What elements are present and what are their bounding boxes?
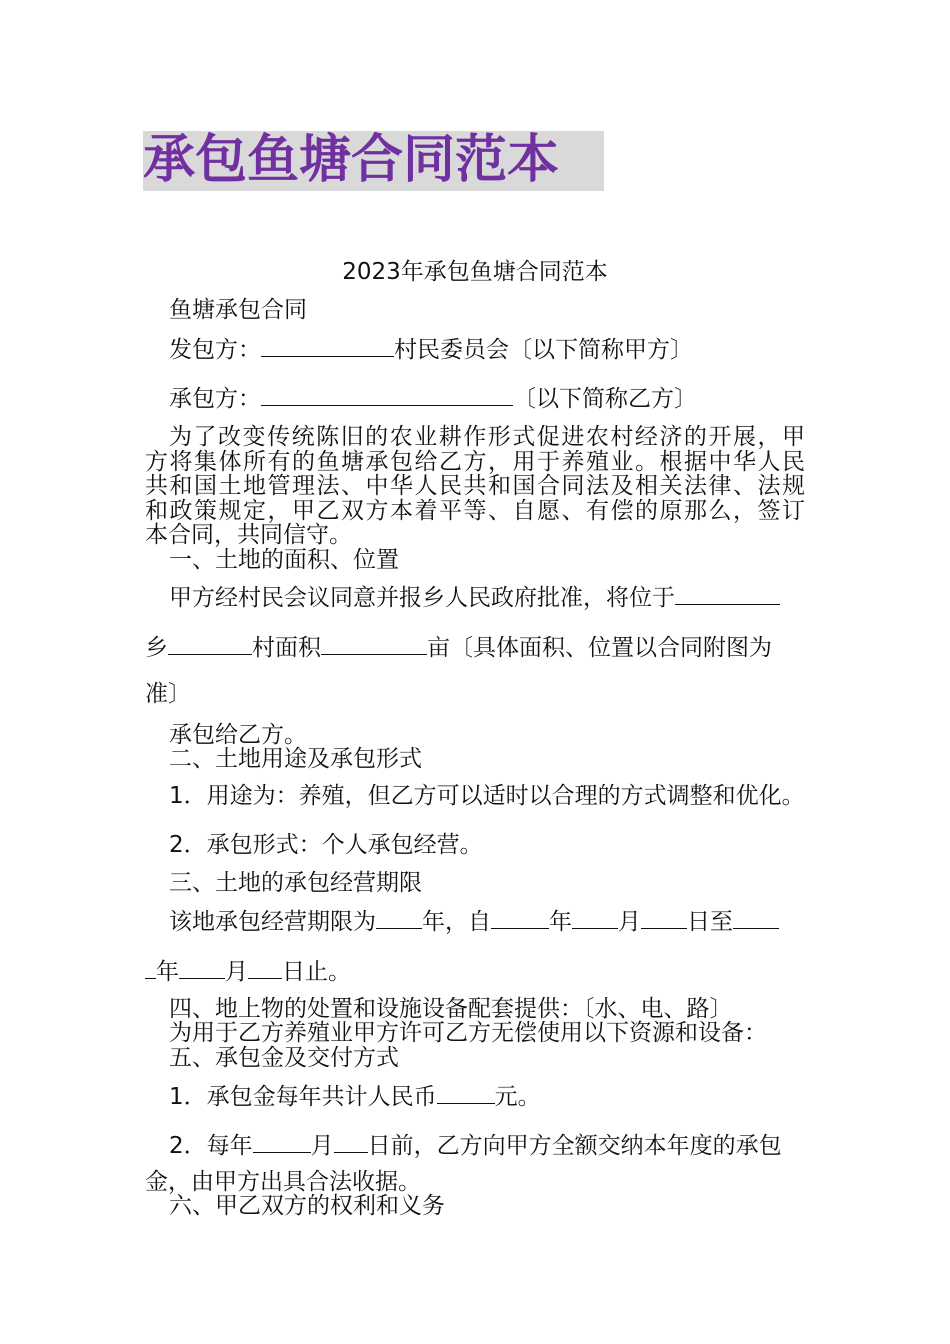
section-6-heading: 六、甲乙双方的权利和义务: [169, 1193, 445, 1219]
preamble-line: 方将集体所有的鱼塘承包给乙方，用于养殖业。根据中华人民: [145, 449, 805, 475]
years-blank: [376, 906, 422, 929]
document-title: 承包鱼塘合同范本: [143, 130, 560, 190]
start-day-blank: [641, 906, 687, 929]
section-4-line: 为用于乙方养殖业甲方许可乙方无偿使用以下资源和设备：: [169, 1020, 767, 1046]
section-3-heading: 三、土地的承包经营期限: [169, 870, 422, 896]
section-5-text: 2．每年: [169, 1133, 253, 1159]
party-a-blank: [261, 334, 394, 357]
section-3-text: 月: [618, 909, 641, 935]
section-3-text: 月: [225, 959, 248, 985]
section-1-line: 准〕: [145, 681, 191, 707]
section-1-heading: 一、土地的面积、位置: [169, 547, 399, 573]
section-3-text: 年，自: [422, 909, 491, 935]
party-a-suffix: 村民委员会〔以下简称甲方〕: [394, 337, 693, 363]
section-4-heading: 四、地上物的处置和设施设备配套提供：〔水、电、路〕: [169, 996, 733, 1022]
party-b-suffix: 〔以下简称乙方〕: [513, 386, 697, 412]
start-month-blank: [572, 906, 618, 929]
party-a-label: 发包方：: [169, 337, 261, 363]
rent-amount-blank: [437, 1081, 495, 1104]
section-1-line: 承包给乙方。: [169, 722, 307, 748]
preamble-line: 为了改变传统陈旧的农业耕作形式促进农村经济的开展，甲: [169, 424, 805, 450]
end-day-blank: [248, 956, 282, 979]
subtitle: 2023年承包鱼塘合同范本: [342, 259, 608, 285]
section-1-line: [145, 632, 772, 662]
end-year-blank-part2: [145, 956, 156, 979]
section-3-line: [145, 956, 351, 986]
payment-month-blank: [253, 1130, 311, 1153]
preamble-line: 共和国土地管理法、中华人民共和国合同法及相关法律、法规: [145, 473, 805, 499]
section-3-line: [169, 906, 779, 936]
end-year-blank-part1: [733, 906, 779, 929]
section-1-text: 乡: [145, 635, 168, 661]
section-2-heading: 二、土地用途及承包形式: [169, 746, 422, 772]
start-year-blank: [491, 906, 549, 929]
payment-day-blank: [334, 1130, 368, 1153]
preamble-line: 本合同，共同信守。: [145, 522, 352, 548]
location-blank: [675, 582, 780, 605]
section-2-item: 1．用途为：养殖，但乙方可以适时以合理的方式调整和优化。: [169, 783, 805, 809]
section-5-item: [169, 1130, 782, 1160]
party-a-line: [169, 334, 693, 364]
section-5-line: 金，由甲方出具合法收据。: [145, 1169, 421, 1195]
section-5-text: 1．承包金每年共计人民币: [169, 1084, 437, 1110]
section-5-text: 月: [310, 1133, 334, 1159]
section-3-text: 该地承包经营期限为: [169, 909, 376, 935]
section-5-text: 元。: [494, 1084, 541, 1110]
section-1-text: 甲方经村民会议同意并报乡人民政府批准，将位于: [169, 585, 675, 611]
section-3-text: 年: [156, 959, 179, 985]
township-blank: [168, 632, 252, 655]
section-1-line: [169, 582, 780, 612]
party-b-line: [169, 383, 697, 413]
section-5-heading: 五、承包金及交付方式: [169, 1045, 399, 1071]
section-3-text: 日至: [687, 909, 733, 935]
section-1-text: 村面积: [252, 635, 321, 661]
section-1-text: 亩〔具体面积、位置以合同附图为: [427, 635, 772, 661]
section-3-text: 日止。: [282, 959, 351, 985]
section-5-item: [169, 1081, 541, 1111]
end-month-blank: [179, 956, 225, 979]
section-3-text: 年: [549, 909, 572, 935]
party-b-blank: [261, 383, 513, 406]
preamble-line: 和政策规定，甲乙双方本着平等、自愿、有偿的原那么，签订: [145, 498, 805, 524]
section-2-item: 2．承包形式：个人承包经营。: [169, 832, 483, 858]
area-blank: [321, 632, 427, 655]
section-5-text: 日前，乙方向甲方全额交纳本年度的承包: [367, 1133, 782, 1159]
contract-heading: 鱼塘承包合同: [169, 297, 307, 323]
party-b-label: 承包方：: [169, 386, 261, 412]
